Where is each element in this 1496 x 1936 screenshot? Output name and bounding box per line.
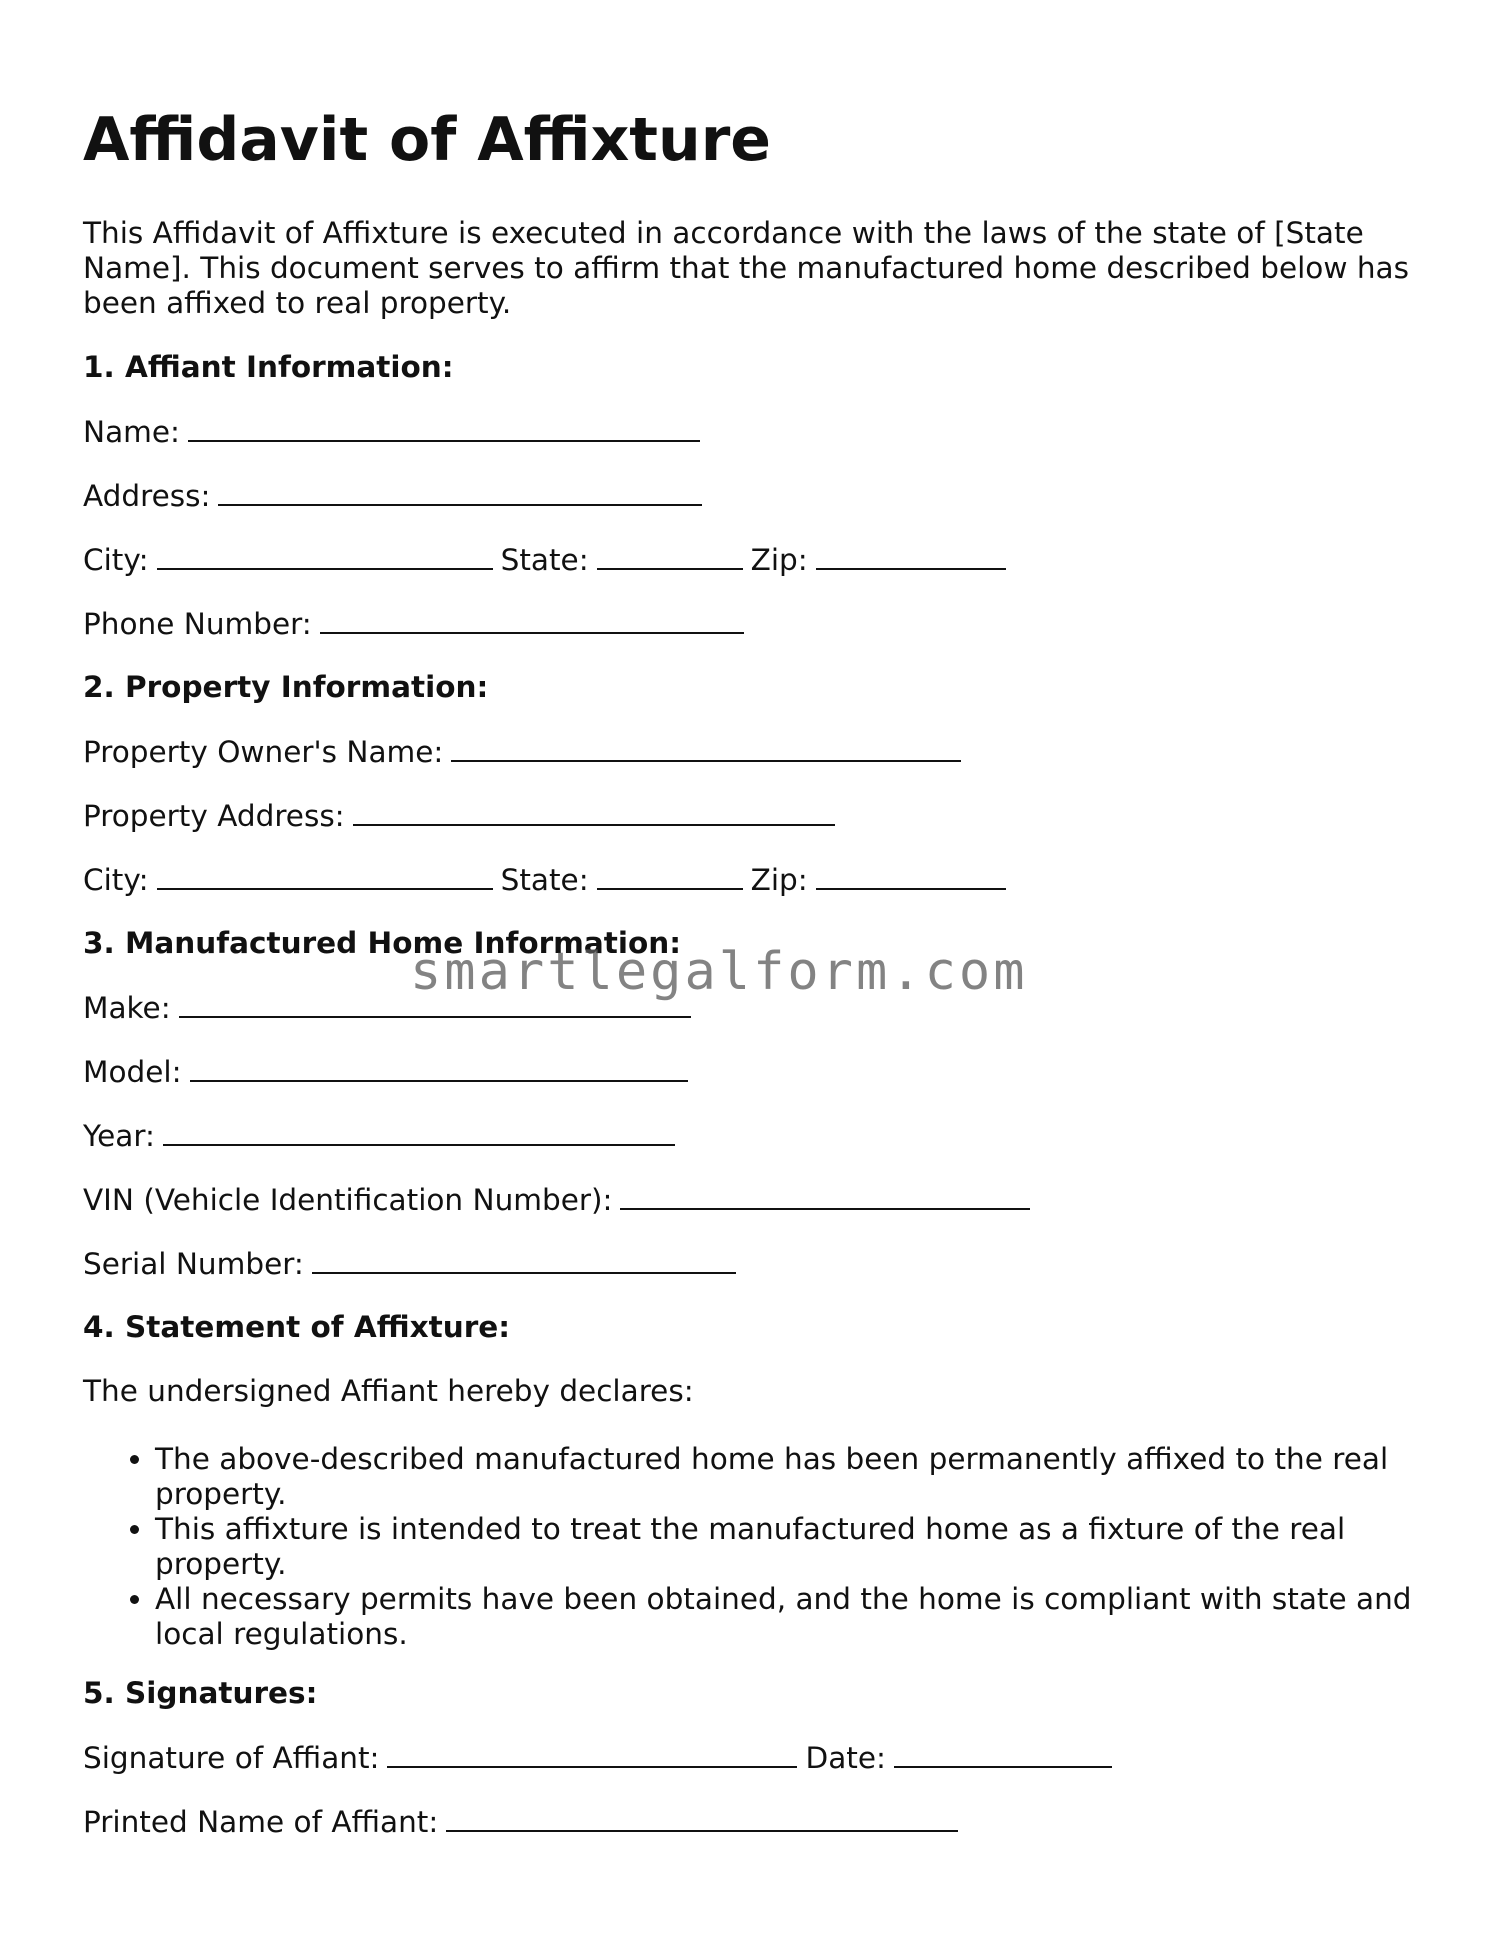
declaration-item: • All necessary permits have been obtained, and the home is compliant with state and local regulations. bbox=[155, 1582, 1415, 1652]
property-zip-label: Zip: bbox=[750, 863, 808, 897]
printed-name-label: Printed Name of Affiant: bbox=[83, 1805, 439, 1839]
affiant-state-field[interactable] bbox=[597, 542, 743, 570]
statement-section-heading: 4. Statement of Affixture: bbox=[83, 1310, 511, 1344]
printed-name-row bbox=[83, 1804, 966, 1840]
declaration-item: • The above-described manufactured home has been permanently affixed to the real property. bbox=[155, 1442, 1415, 1512]
affiant-city-label: City: bbox=[83, 543, 149, 577]
statement-lead: The undersigned Affiant hereby declares: bbox=[83, 1374, 694, 1408]
property-address-label: Property Address: bbox=[83, 799, 345, 833]
home-model-row bbox=[83, 1054, 696, 1090]
home-vin-row bbox=[83, 1182, 1038, 1218]
affiant-state-label: State: bbox=[500, 543, 589, 577]
property-state-field[interactable] bbox=[597, 862, 743, 890]
property-address-row bbox=[83, 798, 843, 834]
home-year-label: Year: bbox=[83, 1119, 155, 1153]
affiant-phone-field[interactable] bbox=[320, 606, 744, 634]
signature-date-row bbox=[83, 1740, 1120, 1776]
home-model-field[interactable] bbox=[190, 1054, 688, 1082]
property-owner-field[interactable] bbox=[451, 734, 961, 762]
document-title: Affidavit of Affixture bbox=[83, 105, 771, 175]
home-vin-field[interactable] bbox=[620, 1182, 1030, 1210]
affiant-city-field[interactable] bbox=[157, 542, 493, 570]
home-model-label: Model: bbox=[83, 1055, 182, 1089]
affiant-name-row bbox=[83, 414, 708, 450]
home-year-row bbox=[83, 1118, 683, 1154]
printed-name-field[interactable] bbox=[446, 1804, 958, 1832]
home-year-field[interactable] bbox=[163, 1118, 675, 1146]
date-label: Date: bbox=[805, 1741, 886, 1775]
home-make-label: Make: bbox=[83, 991, 171, 1025]
home-vin-label: VIN (Vehicle Identification Number): bbox=[83, 1183, 613, 1217]
home-serial-row bbox=[83, 1246, 744, 1282]
affiant-address-label: Address: bbox=[83, 479, 211, 513]
declaration-item: • This affixture is intended to treat the manufactured home as a fixture of the real property. bbox=[155, 1512, 1415, 1582]
signature-field[interactable] bbox=[387, 1740, 797, 1768]
affiant-section-heading: 1. Affiant Information: bbox=[83, 350, 454, 384]
affiant-phone-row bbox=[83, 606, 752, 642]
affiant-zip-label: Zip: bbox=[750, 543, 808, 577]
signature-label: Signature of Affiant: bbox=[83, 1741, 380, 1775]
affiant-address-field[interactable] bbox=[218, 478, 702, 506]
watermark-text: smartlegalform.com bbox=[410, 942, 1028, 1002]
affiant-name-field[interactable] bbox=[188, 414, 700, 442]
property-address-field[interactable] bbox=[353, 798, 835, 826]
signature-section-heading: 5. Signatures: bbox=[83, 1676, 318, 1710]
affiant-city-state-zip-row bbox=[83, 542, 1014, 578]
property-city-label: City: bbox=[83, 863, 149, 897]
date-field[interactable] bbox=[894, 1740, 1112, 1768]
declaration-list bbox=[83, 1442, 1415, 1652]
property-owner-row bbox=[83, 734, 969, 770]
property-zip-field[interactable] bbox=[816, 862, 1006, 890]
affiant-phone-label: Phone Number: bbox=[83, 607, 312, 641]
property-state-label: State: bbox=[500, 863, 589, 897]
home-serial-field[interactable] bbox=[312, 1246, 736, 1274]
property-section-heading: 2. Property Information: bbox=[83, 670, 489, 704]
affiant-zip-field[interactable] bbox=[816, 542, 1006, 570]
home-serial-label: Serial Number: bbox=[83, 1247, 304, 1281]
property-owner-label: Property Owner's Name: bbox=[83, 735, 444, 769]
intro-paragraph: This Affidavit of Affixture is executed in accordance with the laws of the state of [State Name]. This document serves to affirm that the manufactured home described below has been affixed to real property. bbox=[83, 216, 1409, 320]
affiant-name-label: Name: bbox=[83, 415, 180, 449]
affiant-address-row bbox=[83, 478, 710, 514]
property-city-state-zip-row bbox=[83, 862, 1014, 898]
home-section-heading: 3. Manufactured Home Information: bbox=[83, 926, 682, 960]
property-city-field[interactable] bbox=[157, 862, 493, 890]
